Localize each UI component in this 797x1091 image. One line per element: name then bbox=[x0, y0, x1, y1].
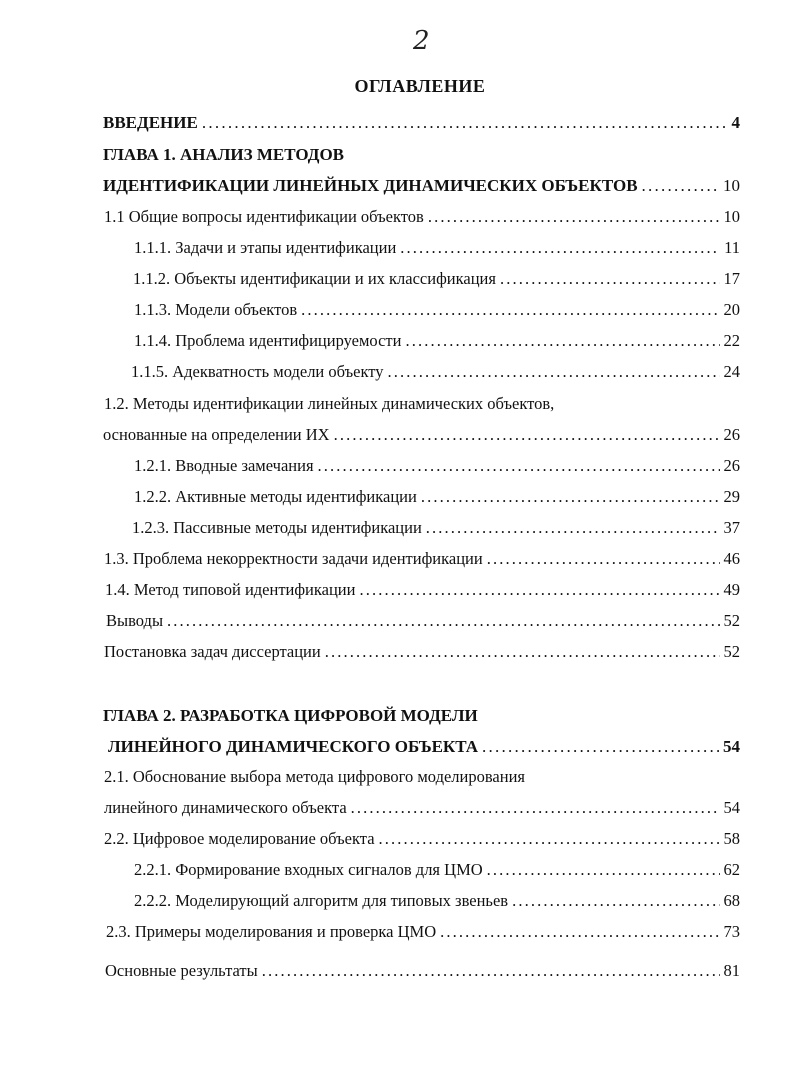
toc-entry bbox=[104, 207, 740, 227]
toc-entry-page: 52 bbox=[723, 642, 740, 661]
toc-leader-dots bbox=[202, 113, 728, 133]
toc-entry bbox=[134, 456, 740, 476]
toc-entry bbox=[106, 611, 740, 631]
toc-leader-dots bbox=[334, 425, 720, 445]
page-title: ОГЛАВЛЕНИЕ bbox=[354, 76, 486, 96]
toc-entry bbox=[103, 145, 344, 165]
toc-leader-dots bbox=[421, 487, 720, 507]
toc-entry-page: 68 bbox=[723, 891, 740, 910]
toc-entry-page: 24 bbox=[723, 362, 740, 381]
handwritten-page-number: 2 bbox=[413, 26, 430, 56]
toc-entry bbox=[104, 642, 740, 662]
toc-entry bbox=[103, 176, 740, 196]
toc-entry-page: 26 bbox=[723, 456, 740, 475]
toc-entry-page: 54 bbox=[723, 798, 740, 817]
toc-entry-page: 58 bbox=[723, 829, 740, 848]
toc-leader-dots bbox=[405, 331, 719, 351]
toc-leader-dots bbox=[318, 456, 720, 476]
toc-leader-dots bbox=[388, 362, 720, 382]
toc-entry-label: 1.2. Методы идентификации линейных динамических объектов, bbox=[104, 394, 555, 413]
toc-leader-dots bbox=[301, 300, 719, 320]
toc-entry-page: 62 bbox=[723, 860, 740, 879]
toc-entry-page: 52 bbox=[723, 611, 740, 630]
toc-entry bbox=[134, 238, 740, 258]
toc-entry-page: 37 bbox=[723, 518, 740, 537]
toc-entry-page: 17 bbox=[723, 269, 740, 288]
toc-entry-label: 1.3. Проблема некорректности задачи идентификации bbox=[104, 549, 483, 568]
toc-entry bbox=[104, 798, 740, 818]
toc-entry-label: Выводы bbox=[106, 611, 164, 630]
toc-entry-page: 10 bbox=[723, 207, 740, 226]
toc-entry bbox=[134, 891, 740, 911]
toc-entry-label: ГЛАВА 1. АНАЛИЗ МЕТОДОВ bbox=[103, 145, 345, 164]
toc-entry-label: Основные результаты bbox=[105, 961, 258, 980]
toc-entry bbox=[105, 580, 740, 600]
toc-entry-label: Постановка задач диссертации bbox=[104, 642, 321, 661]
toc-entry bbox=[131, 362, 740, 382]
toc-entry-label: ИДЕНТИФИКАЦИИ ЛИНЕЙНЫХ ДИНАМИЧЕСКИХ ОБЪЕКТОВ bbox=[103, 176, 638, 195]
toc-entry-label: 1.1.4. Проблема идентифицируемости bbox=[134, 331, 402, 350]
toc-entry bbox=[104, 767, 525, 787]
toc-entry bbox=[108, 737, 740, 757]
toc-entry-page: 29 bbox=[723, 487, 740, 506]
toc-leader-dots bbox=[487, 860, 720, 880]
toc-entry bbox=[132, 518, 740, 538]
toc-entry-label: основанные на определении ИХ bbox=[103, 425, 330, 444]
toc-leader-dots bbox=[440, 922, 719, 942]
toc-leader-dots bbox=[500, 269, 720, 289]
toc-leader-dots bbox=[426, 518, 720, 538]
toc-entry-page: 81 bbox=[723, 961, 740, 980]
toc-entry bbox=[104, 829, 740, 849]
toc-entry-label: 1.1 Общие вопросы идентификации объектов bbox=[104, 207, 424, 226]
toc-entry-label: ЛИНЕЙНОГО ДИНАМИЧЕСКОГО ОБЪЕКТА bbox=[108, 737, 479, 756]
toc-entry-page: 20 bbox=[723, 300, 740, 319]
toc-entry-label: 1.2.1. Вводные замечания bbox=[134, 456, 314, 475]
toc-leader-dots bbox=[642, 176, 719, 196]
toc-entry-page: 46 bbox=[723, 549, 740, 568]
toc-leader-dots bbox=[512, 891, 719, 911]
toc-entry-label: 1.1.2. Объекты идентификации и их классификация bbox=[133, 269, 496, 288]
toc-entry bbox=[105, 961, 740, 981]
toc-entry bbox=[134, 300, 740, 320]
toc-entry bbox=[104, 549, 740, 569]
toc-entry-label: 1.4. Метод типовой идентификации bbox=[105, 580, 356, 599]
toc-entry bbox=[103, 113, 740, 133]
toc-leader-dots bbox=[359, 580, 719, 600]
toc-entry bbox=[134, 331, 740, 351]
toc-leader-dots bbox=[262, 961, 720, 981]
toc-entry-label: 2.1. Обоснование выбора метода цифрового моделирования bbox=[104, 767, 526, 786]
toc-entry-page: 49 bbox=[723, 580, 740, 599]
toc-leader-dots bbox=[482, 737, 719, 757]
toc-entry-page: 11 bbox=[724, 238, 740, 257]
toc-entry-page: 4 bbox=[731, 113, 740, 132]
toc-entry bbox=[134, 860, 740, 880]
toc-entry-label: 1.2.3. Пассивные методы идентификации bbox=[132, 518, 422, 537]
toc-leader-dots bbox=[487, 549, 720, 569]
toc-entry-label: 2.3. Примеры моделирования и проверка ЦМО bbox=[106, 922, 437, 941]
toc-entry bbox=[103, 425, 740, 445]
toc-entry-label: 1.2.2. Активные методы идентификации bbox=[134, 487, 417, 506]
toc-entry bbox=[104, 394, 554, 414]
toc-entry-label: 1.1.1. Задачи и этапы идентификации bbox=[134, 238, 397, 257]
toc-entry bbox=[134, 487, 740, 507]
toc-entry-label: 2.2. Цифровое моделирование объекта bbox=[104, 829, 375, 848]
toc-entry-label: 2.2.2. Моделирующий алгоритм для типовых звеньев bbox=[134, 891, 509, 910]
toc-leader-dots bbox=[325, 642, 720, 662]
toc-entry bbox=[133, 269, 740, 289]
toc-entry-page: 10 bbox=[723, 176, 740, 195]
toc-entry-label: 2.2.1. Формирование входных сигналов для ЦМО bbox=[134, 860, 483, 879]
toc-leader-dots bbox=[167, 611, 719, 631]
toc-leader-dots bbox=[428, 207, 720, 227]
toc-entry-label: ВВЕДЕНИЕ bbox=[103, 113, 198, 132]
toc-entry-label: 1.1.5. Адекватность модели объекту bbox=[131, 362, 384, 381]
toc-entry bbox=[106, 922, 740, 942]
toc-leader-dots bbox=[379, 829, 720, 849]
toc-entry-label: 1.1.3. Модели объектов bbox=[134, 300, 298, 319]
toc-entry-label: линейного динамического объекта bbox=[104, 798, 347, 817]
toc-leader-dots bbox=[400, 238, 720, 258]
toc-entry-page: 22 bbox=[723, 331, 740, 350]
toc-entry-page: 26 bbox=[723, 425, 740, 444]
toc-entry-page: 73 bbox=[723, 922, 740, 941]
toc-entry-label: ГЛАВА 2. РАЗРАБОТКА ЦИФРОВОЙ МОДЕЛИ bbox=[103, 706, 478, 725]
toc-leader-dots bbox=[351, 798, 720, 818]
toc-entry bbox=[103, 706, 478, 726]
toc-entry-page: 54 bbox=[723, 737, 740, 756]
